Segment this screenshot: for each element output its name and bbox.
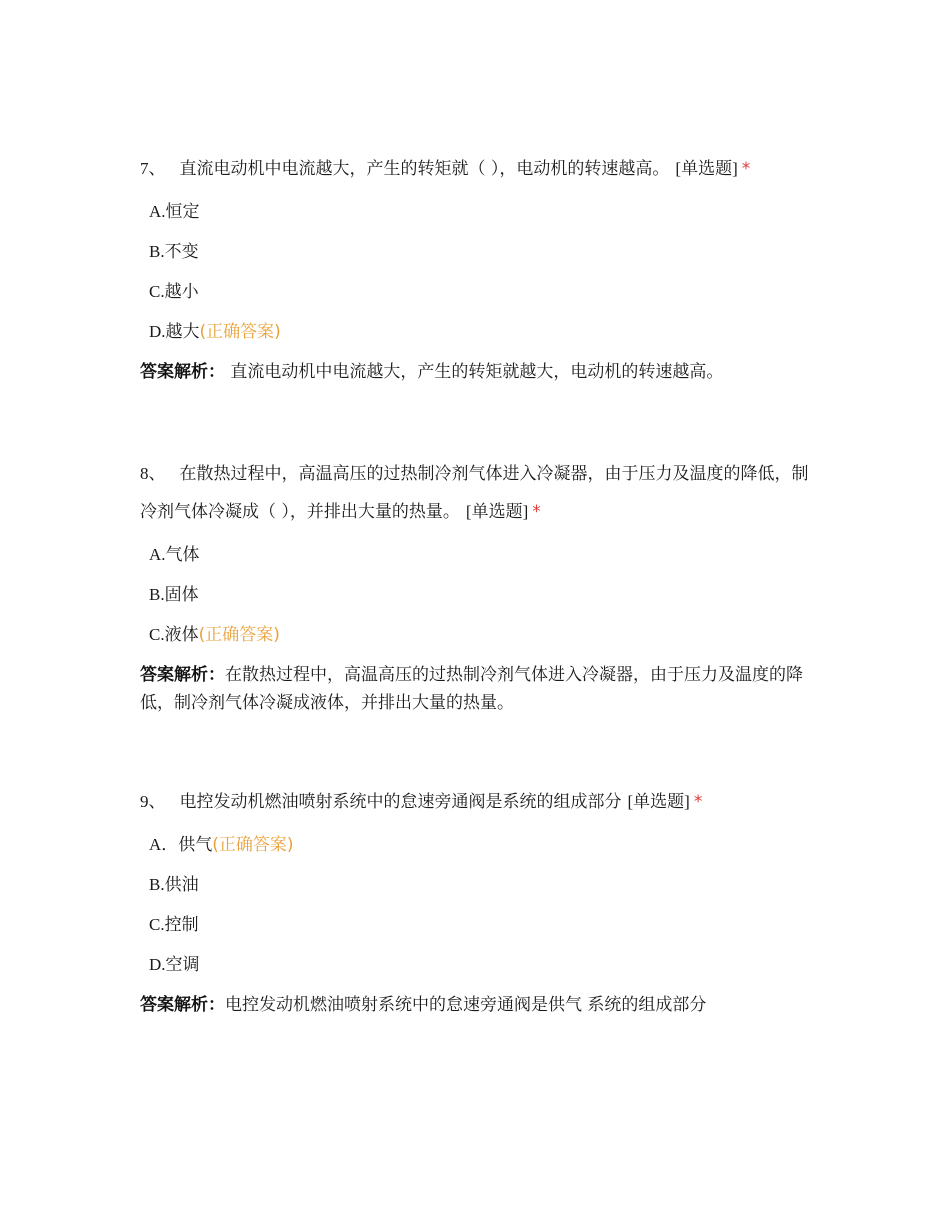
answer-analysis xyxy=(140,991,820,1019)
option-b[interactable] xyxy=(140,232,820,272)
question-text: 直流电动机中电流越大，产生的转矩就（ ），电动机的转速越高。 xyxy=(179,159,670,179)
option-letter: B. xyxy=(149,585,165,604)
option-letter: A. xyxy=(149,202,166,221)
option-a[interactable] xyxy=(140,825,820,865)
option-c[interactable] xyxy=(140,905,820,945)
question-type: [单选题] xyxy=(627,792,690,811)
question-7 xyxy=(140,150,820,386)
option-list xyxy=(140,192,820,352)
analysis-text: 在散热过程中，高温高压的过热制冷剂气体进入冷凝器，由于压力及温度的降低，制冷剂气体冷凝成液体，并排出大量的热量。 xyxy=(140,665,803,713)
option-letter: C. xyxy=(149,282,165,301)
option-letter: C. xyxy=(149,625,165,644)
question-type: [单选题] xyxy=(465,502,529,521)
question-number: 8、 xyxy=(140,464,166,483)
correct-answer-tag: (正确答案) xyxy=(198,625,280,645)
question-type: [单选题] xyxy=(675,159,738,178)
answer-analysis xyxy=(140,661,820,717)
option-letter: B. xyxy=(149,242,165,261)
analysis-label: 答案解析： xyxy=(140,665,225,685)
correct-answer-tag: (正确答案) xyxy=(199,322,281,342)
question-text: 在散热过程中，高温高压的过热制冷剂气体进入冷凝器，由于压力及温度的降低，制冷剂气体冷凝成（ ），并排出大量的热量。 xyxy=(140,464,809,522)
option-letter: A. xyxy=(149,545,166,564)
option-text: 气体 xyxy=(165,545,200,565)
option-text: 空调 xyxy=(165,955,200,975)
option-text: 恒定 xyxy=(165,202,200,222)
analysis-label: 答案解析： xyxy=(140,362,225,382)
option-letter: B. xyxy=(149,875,165,894)
question-title xyxy=(140,150,820,188)
option-b[interactable] xyxy=(140,865,820,905)
question-number: 7、 xyxy=(140,159,166,178)
question-text: 电控发动机燃油喷射系统中的怠速旁通阀是系统的组成部分 xyxy=(179,792,622,812)
required-marker: * xyxy=(532,502,541,522)
option-list xyxy=(140,825,820,985)
required-marker: * xyxy=(693,792,703,812)
option-text: 不变 xyxy=(164,242,199,262)
required-marker: * xyxy=(741,159,751,179)
option-d[interactable] xyxy=(140,945,820,985)
option-c[interactable] xyxy=(140,272,820,312)
option-text: 越小 xyxy=(164,282,199,302)
question-title xyxy=(140,783,820,821)
option-text: 液体 xyxy=(164,625,199,645)
analysis-label: 答案解析： xyxy=(140,995,225,1015)
option-text: 供油 xyxy=(164,875,199,895)
option-letter: C. xyxy=(149,915,165,934)
question-9 xyxy=(140,783,820,1019)
question-number: 9、 xyxy=(140,792,166,811)
option-text: 固体 xyxy=(164,585,199,605)
option-list xyxy=(140,535,820,655)
option-a[interactable] xyxy=(140,535,820,575)
option-c[interactable] xyxy=(140,615,820,655)
analysis-text: 电控发动机燃油喷射系统中的怠速旁通阀是供气 系统的组成部分 xyxy=(225,995,707,1015)
question-8 xyxy=(140,455,820,717)
option-b[interactable] xyxy=(140,575,820,615)
correct-answer-tag: (正确答案) xyxy=(212,835,294,855)
option-letter: D. xyxy=(149,322,166,341)
question-title xyxy=(140,455,820,531)
option-text: 供气 xyxy=(178,835,213,855)
option-d[interactable] xyxy=(140,312,820,352)
answer-analysis xyxy=(140,358,820,386)
option-text: 控制 xyxy=(164,915,199,935)
option-text: 越大 xyxy=(165,322,200,342)
option-a[interactable] xyxy=(140,192,820,232)
analysis-text: 直流电动机中电流越大，产生的转矩就越大，电动机的转速越高。 xyxy=(225,362,724,382)
option-letter: D. xyxy=(149,955,166,974)
option-letter: A． xyxy=(149,835,179,854)
